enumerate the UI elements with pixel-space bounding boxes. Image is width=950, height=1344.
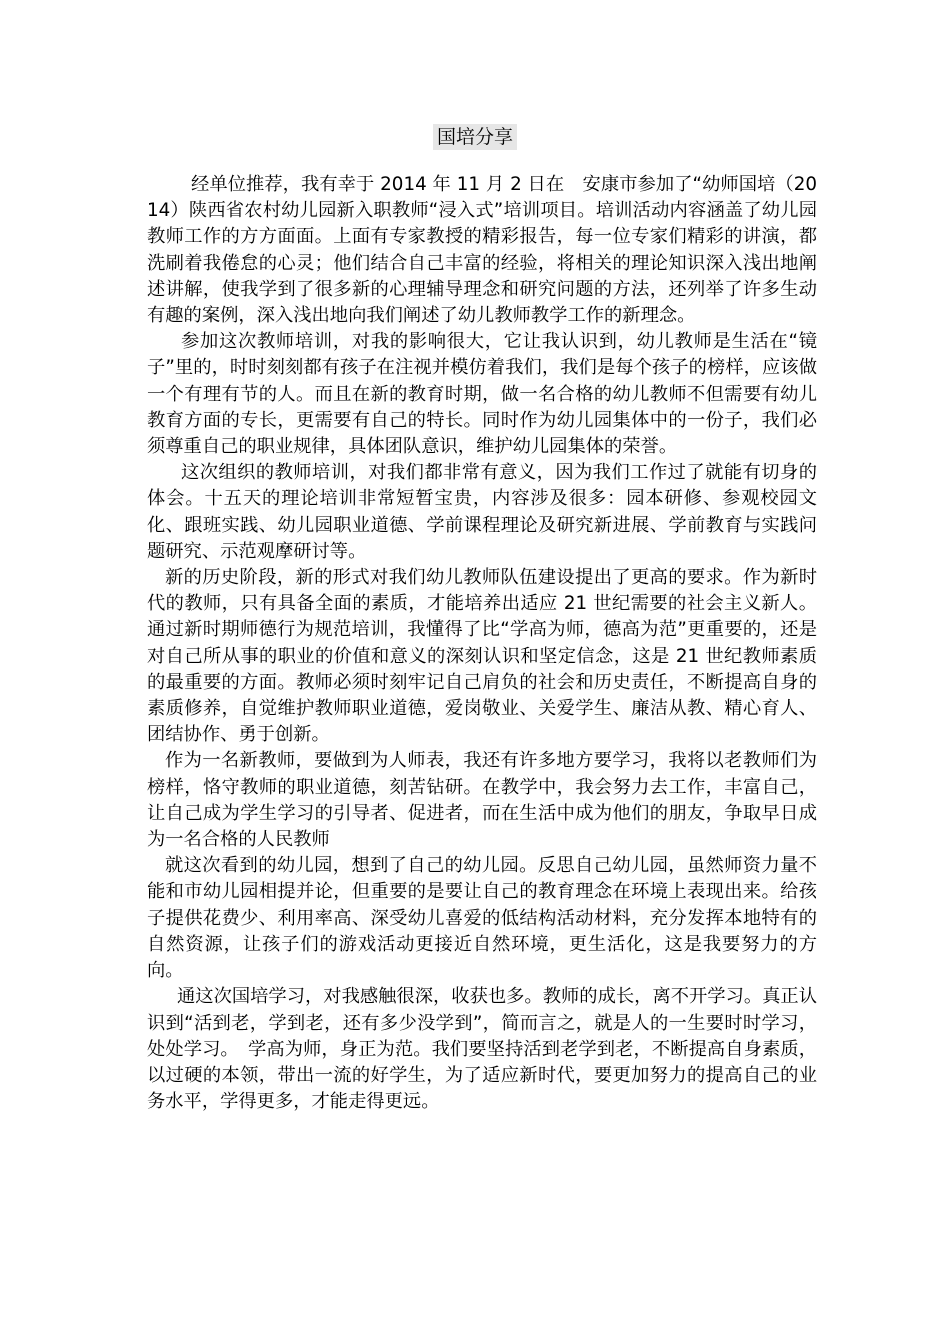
paragraph-3: 这次组织的教师培训，对我们都非常有意义，因为我们工作过了就能有切身的体会。十五天的理论培训非常短暂宝贵，内容涉及很多：园本研修、参观校园文化、跟班实践、幼儿园职业道德、学前课程理论及研究新进展、学前教育与实践问题研究、示范观摩研讨等。	[147, 462, 817, 562]
paragraph-2: 参加这次教师培训，对我的影响很大，它让我认识到，幼儿教师是生活在“镜子”里的，时时刻刻都有孩子在注视并模仿着我们，我们是每个孩子的榜样，应该做一个有理有节的人。而且在新的教育时期，做一名合格的幼儿教师不但需要有幼儿教育方面的专长，更需要有自己的特长。同时作为幼儿园集体中的一份子，我们必须尊重自己的职业规律，具体团队意识，维护幼儿园集体的荣誉。	[147, 331, 817, 458]
document-body	[147, 172, 817, 1115]
paragraph-1: 经单位推荐，我有幸于 2014 年 11 月 2 日在 安康市参加了“幼师国培（2014）陕西省农村幼儿园新入职教师“浸入式”培训项目。培训活动内容涵盖了幼儿园教师工作的方方面面。上面有专家教授的精彩报告，每一位专家们精彩的讲演，都洗刷着我倦怠的心灵；他们结合自己丰富的经验，将相关的理论知识深入浅出地阐述讲解，使我学到了很多新的心理辅导理念和研究问题的方法，还列举了许多生动有趣的案例，深入浅出地向我们阐述了幼儿教师教学工作的新理念。	[147, 174, 817, 327]
paragraph-4: 新的历史阶段，新的形式对我们幼儿教师队伍建设提出了更高的要求。作为新时代的教师，只有具备全面的素质，才能培养出适应 21 世纪需要的社会主义新人。通过新时期师德行为规范培训，我懂得了比“学高为师，德高为范”更重要的，还是对自己所从事的职业的价值和意义的深刻认识和坚定信念，这是 21 世纪教师素质的最重要的方面。教师必须时刻牢记自己肩负的社会和历史责任，不断提高自身的素质修养，自觉维护教师职业道德，爱岗敬业、关爱学生、廉洁从教、精心育人、团结协作、勇于创新。	[147, 567, 817, 746]
document-title: 国培分享	[433, 124, 517, 150]
paragraph-7: 通这次国培学习，对我感触很深，收获也多。教师的成长，离不开学习。真正认识到“活到老，学到老，还有多少没学到”，简而言之，就是人的一生要时时学习，处处学习。 学高为师，身正为范。我们要坚持活到老学到老，不断提高自身素质，以过硬的本领，带出一流的好学生，为了适应新时代，要更加努力的提高自己的业务水平，学得更多，才能走得更远。	[147, 986, 817, 1113]
paragraph-6: 就这次看到的幼儿园，想到了自己的幼儿园。反思自己幼儿园，虽然师资力量不能和市幼儿园相提并论，但重要的是要让自己的教育理念在环境上表现出来。给孩子提供花费少、利用率高、深受幼儿喜爱的低结构活动材料，充分发挥本地特有的自然资源，让孩子们的游戏活动更接近自然环境，更生活化，这是我要努力的方向。	[147, 855, 817, 982]
paragraph-5: 作为一名新教师，要做到为人师表，我还有许多地方要学习，我将以老教师们为榜样，恪守教师的职业道德，刻苦钻研。在教学中，我会努力去工作，丰富自己，让自己成为学生学习的引导者、促进者，而在生活中成为他们的朋友，争取早日成为一名合格的人民教师	[147, 750, 817, 851]
title-container	[0, 124, 950, 150]
